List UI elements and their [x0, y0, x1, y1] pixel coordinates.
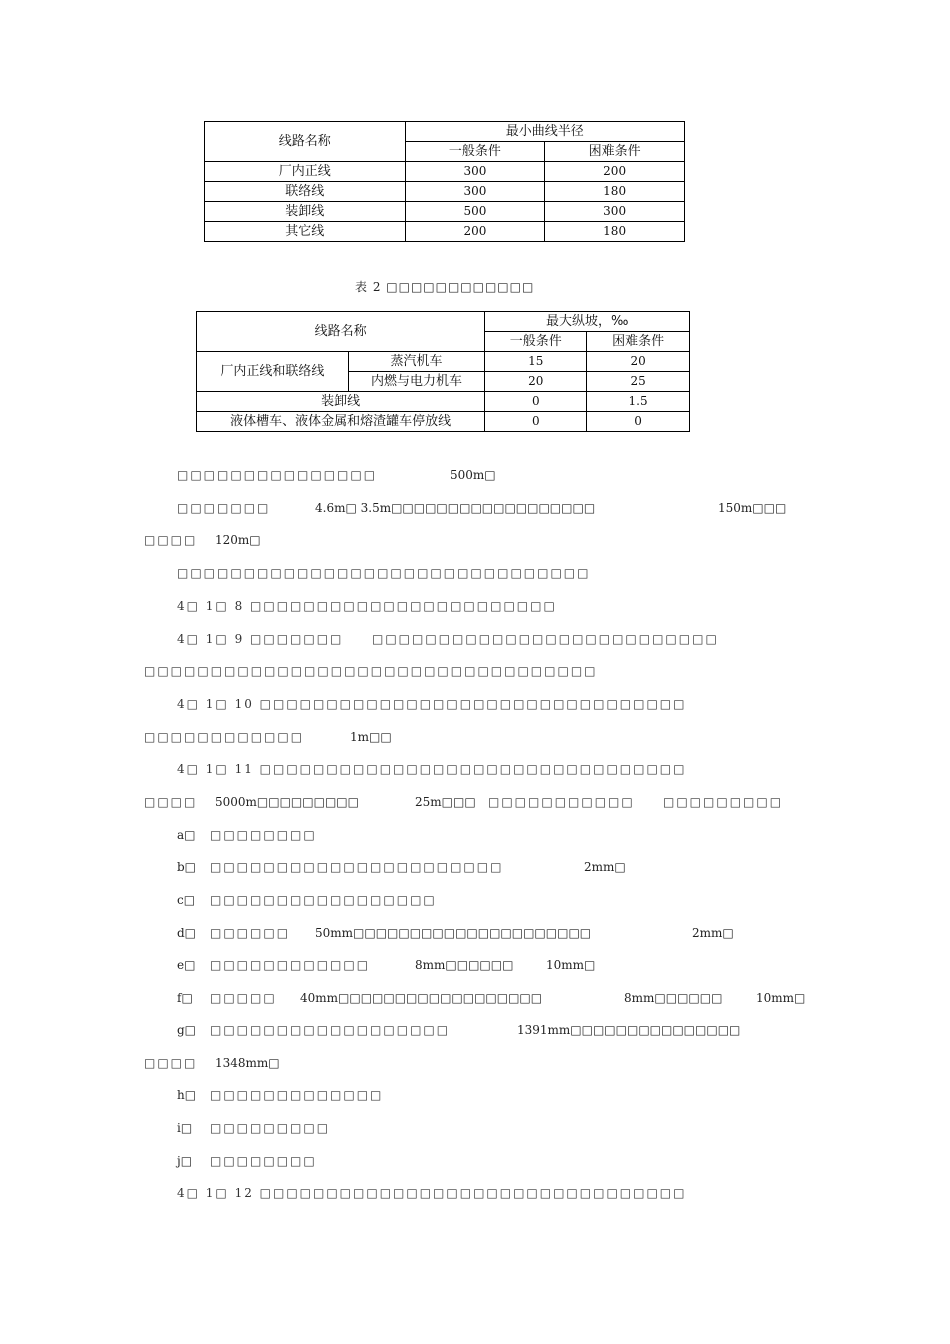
table2-group-name: 厂内正线和联络线 [197, 352, 349, 392]
text-segment: 10mm□ [546, 958, 596, 972]
text-segment: 500m□ [450, 468, 496, 482]
text-segment: □□□□ [144, 1056, 198, 1070]
text-segment: □□□□□□□□□□□□□□□□□ [210, 893, 437, 907]
table-cell: 厂内正线 [205, 162, 406, 182]
text-segment: i□ [177, 1121, 193, 1135]
text-segment: 2mm□ [692, 926, 734, 940]
table-cell: 300 [405, 162, 545, 182]
text-segment: c□ [177, 893, 196, 907]
table-row [197, 352, 690, 372]
max-gradient-table [196, 311, 690, 432]
table-cell: 500 [405, 202, 545, 222]
text-segment: 10mm□ [756, 991, 806, 1005]
text-segment: g□ [177, 1023, 197, 1037]
text-segment: 4□ 1□ 11 □□□□□□□□□□□□□□□□□□□□□□□□□□□□□□□□ [177, 762, 687, 776]
text-segment: □□□□□□□□ [210, 828, 317, 842]
table-cell: 蒸汽机车 [348, 352, 485, 372]
table-cell: 0 [485, 392, 587, 412]
table-cell: 180 [545, 222, 685, 242]
table-row [205, 222, 685, 242]
text-segment: □□□□□□□□□□□□ [144, 730, 305, 744]
text-segment: 8mm□□□□□□ [415, 958, 514, 972]
text-segment: □□□□□□□□□□□□□□□□□□□□□□□□□□□□□□□ [177, 566, 591, 580]
text-segment: □□□□ [144, 533, 198, 547]
table1-head-group: 最小曲线半径 [405, 122, 684, 142]
table-row [205, 182, 685, 202]
table2-head-normal: 一般条件 [485, 332, 587, 352]
table-cell: 内燃与电力机车 [348, 372, 485, 392]
table-row [197, 392, 690, 412]
min-curve-radius-table [204, 121, 685, 242]
text-segment: 25m□□□ [415, 795, 476, 809]
text-segment: 8mm□□□□□□ [624, 991, 723, 1005]
text-segment: 40mm□□□□□□□□□□□□□□□□□□ [300, 991, 543, 1005]
table-cell: 其它线 [205, 222, 406, 242]
table-cell: 20 [485, 372, 587, 392]
table-cell: 联络线 [205, 182, 406, 202]
table-cell: 180 [545, 182, 685, 202]
text-segment: 1348mm□ [215, 1056, 280, 1070]
text-segment: 50mm□□□□□□□□□□□□□□□□□□□□□ [315, 926, 592, 940]
text-segment: 1m□□ [350, 730, 392, 744]
text-segment: □□□□□□□□□□□□□□□□□□□□□□□□□□ [372, 632, 719, 646]
text-segment: □□□□□□□□□ [663, 795, 784, 809]
table-cell: 200 [405, 222, 545, 242]
text-segment: 2mm□ [584, 860, 626, 874]
table2-head-hard: 困难条件 [587, 332, 690, 352]
text-segment: 5000m□□□□□□□□□ [215, 795, 359, 809]
text-segment: j□ [177, 1154, 193, 1168]
table-cell: 300 [405, 182, 545, 202]
text-segment: 4□ 1□ 12 □□□□□□□□□□□□□□□□□□□□□□□□□□□□□□□□ [177, 1186, 687, 1200]
text-segment: 4□ 1□ 9 □□□□□□□ [177, 632, 344, 646]
text-segment: 4□ 1□ 10 □□□□□□□□□□□□□□□□□□□□□□□□□□□□□□□□ [177, 697, 687, 711]
table-cell: 300 [545, 202, 685, 222]
table2-head-group: 最大纵坡，‰ [485, 312, 690, 332]
table1-head-name: 线路名称 [205, 122, 406, 162]
text-segment: □□□□□□□□□□□□□□□□□□□□□□□□□□□□□□□□□□ [144, 664, 598, 678]
table-cell: 1.5 [587, 392, 690, 412]
table1-head-normal: 一般条件 [405, 142, 545, 162]
text-segment: h□ [177, 1088, 197, 1102]
text-segment: 4.6m□ 3.5m□□□□□□□□□□□□□□□□□□ [315, 501, 596, 515]
table-cell: 装卸线 [205, 202, 406, 222]
table-cell: 0 [485, 412, 587, 432]
text-segment: □□□□□□□□□□□□□ [210, 1088, 384, 1102]
text-segment: 4□ 1□ 8 □□□□□□□□□□□□□□□□□□□□□□□ [177, 599, 557, 613]
table2-caption: 表 2 □□□□□□□□□□□□ [355, 280, 535, 294]
text-segment: f□ [177, 991, 193, 1005]
text-segment: a□ [177, 828, 196, 842]
text-segment: □□□□□□□□□□□□□□□□□□ [210, 1023, 451, 1037]
table-row [205, 202, 685, 222]
table-cell: 15 [485, 352, 587, 372]
text-segment: □□□□□□□□□□□ [488, 795, 635, 809]
text-segment: □□□□□ [210, 991, 277, 1005]
text-segment: □□□□ [144, 795, 198, 809]
table-row [197, 412, 690, 432]
text-segment: □□□□□□□□□□□□□□□□□□□□□□ [210, 860, 504, 874]
table-cell: 0 [587, 412, 690, 432]
text-segment: □□□□□□□□□□□□ [210, 958, 371, 972]
table1-head-hard: 困难条件 [545, 142, 685, 162]
text-segment: 150m□□□ [718, 501, 787, 515]
text-segment: b□ [177, 860, 197, 874]
table-cell: 25 [587, 372, 690, 392]
table-cell: 装卸线 [197, 392, 485, 412]
table2-head-name: 线路名称 [197, 312, 485, 352]
table-row [205, 162, 685, 182]
text-segment: d□ [177, 926, 197, 940]
text-segment: □□□□□□□□ [210, 1154, 317, 1168]
text-segment: 1391mm□□□□□□□□□□□□□□□ [517, 1023, 741, 1037]
table-cell: 液体槽车、液体金属和熔渣罐车停放线 [197, 412, 485, 432]
text-segment: □□□□□□□□□□□□□□□ [177, 468, 378, 482]
text-segment: 120m□ [215, 533, 261, 547]
text-segment: e□ [177, 958, 196, 972]
text-segment: □□□□□□ [210, 926, 291, 940]
text-segment: □□□□□□□ [177, 501, 271, 515]
table-cell: 200 [545, 162, 685, 182]
text-segment: □□□□□□□□□ [210, 1121, 331, 1135]
table-cell: 20 [587, 352, 690, 372]
